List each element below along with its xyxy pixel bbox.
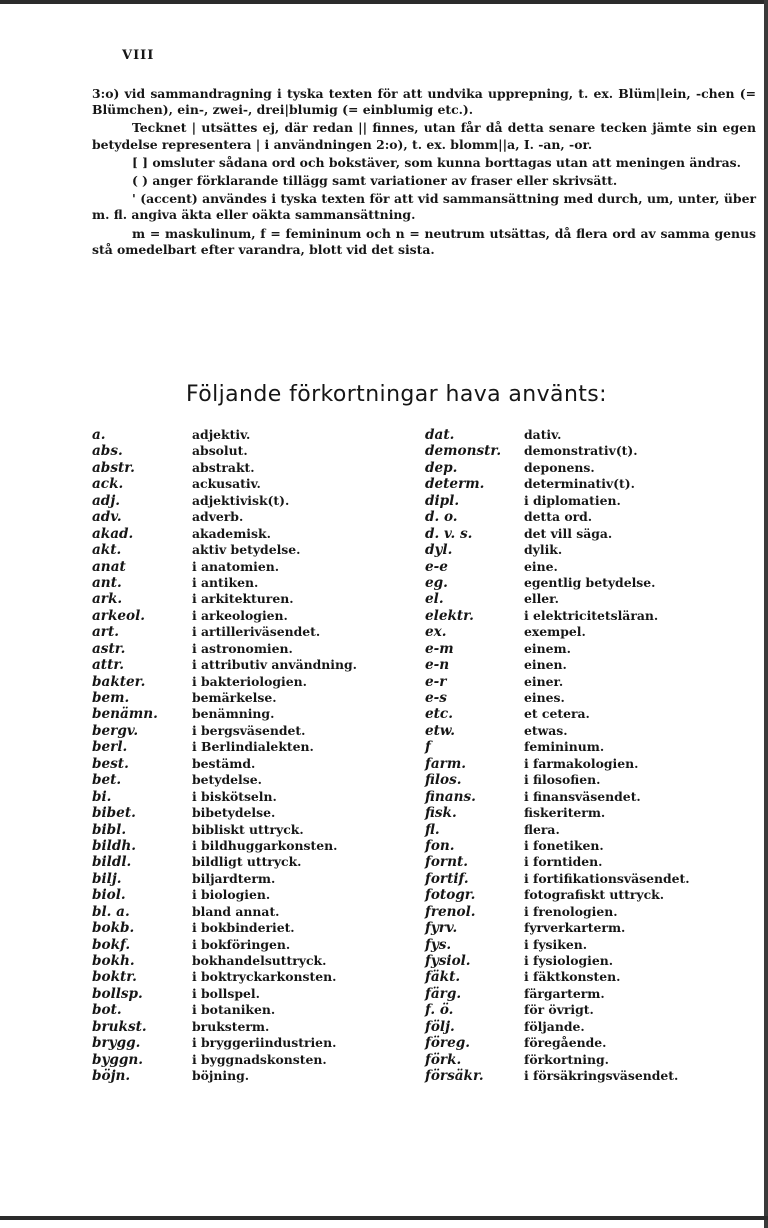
abbreviation-term: etw.	[425, 722, 455, 739]
abbreviation-meaning: fyrverkarterm.	[524, 920, 626, 936]
abbreviation-meaning: i bildhuggarkonsten.	[192, 837, 338, 853]
definition-column-left	[192, 427, 442, 1085]
abbreviation-meaning: dativ.	[524, 427, 562, 442]
abbreviation-term: bollsp.	[92, 985, 143, 1002]
abbreviation-term: fon.	[425, 837, 455, 854]
abbreviation-term: e-m	[425, 640, 454, 657]
abbreviation-meaning: betydelse.	[192, 772, 262, 788]
abbreviation-meaning: i arkeologien.	[192, 607, 288, 623]
abbreviation-meaning: i fonetiken.	[524, 837, 604, 853]
abbreviation-term: dat.	[425, 427, 455, 443]
abbreviation-meaning: deponens.	[524, 459, 595, 475]
abbreviation-term: attr.	[92, 657, 125, 674]
abbreviation-meaning: i biskötseln.	[192, 788, 277, 804]
abbreviation-meaning: einen.	[524, 657, 567, 673]
abbreviation-meaning: eller.	[524, 591, 559, 607]
abbreviation-meaning: i bakteriologien.	[192, 673, 307, 689]
abbreviation-meaning: i boktryckarkonsten.	[192, 969, 337, 985]
abbreviation-term: a.	[92, 427, 106, 443]
abbreviation-term: adv.	[92, 509, 122, 526]
abbreviation-term: best.	[92, 755, 129, 772]
abbreviation-meaning: för övrigt.	[524, 1002, 594, 1018]
abbreviation-meaning: egentlig betydelse.	[524, 574, 656, 590]
abbreviation-meaning: i elektricitetsläran.	[524, 607, 659, 623]
abbreviation-meaning: benämning.	[192, 706, 275, 722]
abbreviation-meaning: i attributiv användning.	[192, 657, 357, 673]
abbreviation-meaning: etwas.	[524, 722, 568, 738]
abbreviation-meaning: ackusativ.	[192, 476, 261, 492]
intro-paragraph-2: Tecknet | utsättes ej, där redan || finnes, utan får då detta senare tecken jämte sin egen betydelse representera | i användningen 2:o), t. ex. blomm||a, I. -an, -or.	[92, 120, 756, 152]
abbreviation-meaning: exempel.	[524, 624, 586, 640]
abbreviation-term: e-r	[425, 673, 447, 690]
abbreviation-meaning: adverb.	[192, 509, 244, 525]
abbreviation-term: eg.	[425, 574, 448, 591]
abbreviation-term: farm.	[425, 755, 466, 772]
abbreviation-meaning: akademisk.	[192, 525, 271, 541]
abbreviation-meaning: färgarterm.	[524, 985, 605, 1001]
abbreviation-term: benämn.	[92, 706, 158, 723]
abbreviation-term: f	[425, 739, 431, 756]
abbreviation-meaning: i försäkringsväsendet.	[524, 1068, 679, 1084]
abbreviation-term: e-n	[425, 657, 450, 674]
abbreviation-term: boktr.	[92, 969, 137, 986]
abbreviation-meaning: i filosofien.	[524, 772, 601, 788]
abbreviation-meaning: föregående.	[524, 1035, 607, 1051]
abbreviation-term: anat	[92, 558, 126, 575]
abbreviation-meaning: demonstrativ(t).	[524, 443, 638, 459]
abbreviation-meaning: i bergsväsendet.	[192, 722, 306, 738]
abbreviation-meaning: följande.	[524, 1018, 585, 1034]
abbreviation-meaning: i antiken.	[192, 574, 259, 590]
abbreviation-meaning: i astronomien.	[192, 640, 293, 656]
abbreviation-meaning: i fäktkonsten.	[524, 969, 621, 985]
abbreviation-meaning: i frenologien.	[524, 903, 618, 919]
abbreviation-meaning: böjning.	[192, 1068, 250, 1084]
abbreviation-term: fotogr.	[425, 887, 476, 904]
abbreviation-term: bibet.	[92, 805, 136, 822]
abbreviation-meaning: bildligt uttryck.	[192, 854, 302, 870]
abbreviation-term: brygg.	[92, 1035, 141, 1052]
abbreviation-meaning: i Berlindialekten.	[192, 739, 314, 755]
abbreviation-term: arkeol.	[92, 607, 146, 624]
abbreviation-meaning: i fortifikationsväsendet.	[524, 870, 690, 886]
abbreviation-term: byggn.	[92, 1051, 144, 1068]
abbreviation-term: astr.	[92, 640, 126, 657]
abbreviation-meaning: fotografiskt uttryck.	[524, 887, 665, 903]
abbreviation-term: bl. a.	[92, 903, 130, 920]
abbreviation-term: bildh.	[92, 837, 136, 854]
abbreviation-term: bergv.	[92, 722, 139, 739]
abbreviation-term: adj.	[92, 492, 120, 509]
abbreviation-term: bi.	[92, 788, 112, 805]
abbreviation-meaning: bemärkelse.	[192, 690, 277, 705]
abbreviation-meaning: bland annat.	[192, 903, 280, 919]
abbreviation-term: etc.	[425, 706, 453, 723]
abbreviation-term: bem.	[92, 690, 130, 706]
abbreviation-meaning: determinativ(t).	[524, 476, 635, 492]
abbreviation-term: försäkr.	[425, 1068, 484, 1085]
abbreviation-term: fl.	[425, 821, 440, 838]
abbreviation-term: d. v. s.	[425, 525, 473, 542]
abbreviation-term: filos.	[425, 772, 462, 789]
abbreviation-term: el.	[425, 591, 444, 608]
abbreviation-term: demonstr.	[425, 443, 502, 460]
abbreviation-term: bilj.	[92, 870, 122, 887]
abbreviation-term: determ.	[425, 476, 485, 493]
abbreviation-term: f. ö.	[425, 1002, 454, 1019]
abbreviation-meaning: flera.	[524, 821, 560, 837]
abbreviation-term: färg.	[425, 985, 462, 1002]
abbreviation-term: ant.	[92, 574, 122, 591]
abbreviation-meaning: i fysiken.	[524, 936, 588, 952]
abbreviation-term: bokb.	[92, 920, 135, 937]
abbreviation-meaning: bruksterm.	[192, 1018, 270, 1034]
abbreviation-term: finans.	[425, 788, 476, 805]
abbreviation-term: bildl.	[92, 854, 132, 871]
abbreviation-meaning: einem.	[524, 640, 571, 656]
abbreviation-term: bakter.	[92, 673, 146, 690]
abbreviation-meaning: i byggnadskonsten.	[192, 1051, 327, 1067]
abbreviation-meaning: femininum.	[524, 739, 605, 755]
abbreviation-meaning: i farmakologien.	[524, 755, 639, 771]
abbreviation-term: följ.	[425, 1018, 455, 1035]
abbreviation-term: akt.	[92, 542, 122, 559]
abbreviation-meaning: i bryggeriindustrien.	[192, 1035, 337, 1051]
abbreviation-meaning: i bokbinderiet.	[192, 920, 295, 936]
abbreviation-term: fäkt.	[425, 969, 461, 986]
abbreviation-meaning: abstrakt.	[192, 459, 255, 475]
abbreviation-meaning: fiskeriterm.	[524, 805, 606, 821]
abbreviation-term: frenol.	[425, 903, 476, 920]
abbreviation-meaning: einer.	[524, 673, 564, 689]
abbreviation-term: fisk.	[425, 805, 457, 822]
abbreviation-meaning: i botaniken.	[192, 1002, 276, 1018]
abbreviation-meaning: bibetydelse.	[192, 805, 276, 821]
page-number: VIII	[122, 48, 155, 63]
abbreviation-term: föreg.	[425, 1035, 470, 1052]
intro-paragraph-4: ( ) anger förklarande tillägg samt variationer av fraser eller skrivsätt.	[132, 173, 618, 189]
abbreviation-meaning: bibliskt uttryck.	[192, 821, 304, 837]
abbreviation-term: ark.	[92, 591, 123, 608]
abbreviation-column-right	[425, 427, 535, 1085]
abbreviation-meaning: i bollspel.	[192, 985, 260, 1001]
abbreviation-term: akad.	[92, 525, 134, 542]
abbreviation-meaning: i bokföringen.	[192, 936, 291, 952]
abbreviation-term: fysiol.	[425, 953, 471, 969]
abbreviation-term: förk.	[425, 1051, 462, 1068]
abbreviation-term: dyl.	[425, 542, 453, 559]
abbreviation-term: art.	[92, 624, 119, 641]
abbreviation-meaning: i arkitekturen.	[192, 591, 294, 607]
abbreviation-meaning: i fysiologien.	[524, 953, 614, 968]
abbreviation-term: ex.	[425, 624, 447, 641]
intro-text	[92, 86, 756, 260]
abbreviation-meaning: aktiv betydelse.	[192, 542, 301, 558]
abbreviation-meaning: bokhandelsuttryck.	[192, 953, 327, 968]
abbreviation-meaning: adjektiv.	[192, 427, 251, 442]
abbreviation-term: e-e	[425, 558, 448, 575]
abbreviation-meaning: förkortning.	[524, 1051, 609, 1067]
abbreviation-term: ack.	[92, 476, 124, 493]
abbreviation-meaning: absolut.	[192, 443, 248, 459]
abbreviation-term: biol.	[92, 887, 126, 904]
abbreviation-term: e-s	[425, 690, 447, 706]
intro-paragraph-1: 3:o) vid sammandragning i tyska texten för att undvika upprepning, t. ex. Blüm|lein, -chen (= Blümchen), ein-, zwei-, drei|blumig (= einblumig etc.).	[92, 86, 756, 118]
abbreviation-term: böjn.	[92, 1068, 131, 1085]
abbreviation-meaning: i artilleriväsendet.	[192, 624, 321, 640]
intro-paragraph-3: [ ] omsluter sådana ord och bokstäver, som kunna borttagas utan att meningen ändras.	[132, 154, 741, 170]
abbreviation-term: fys.	[425, 936, 452, 953]
abbreviation-term: bet.	[92, 772, 122, 789]
intro-paragraph-5: ' (accent) användes i tyska texten för att vid sammansättning med durch, um, unter, über m. fl. angiva äkta eller oäkta sammansättning.	[92, 191, 756, 223]
abbreviation-meaning: eine.	[524, 558, 558, 574]
abbreviation-meaning: biljardterm.	[192, 870, 276, 886]
abbreviation-meaning: i finansväsendet.	[524, 788, 641, 804]
abbreviation-term: dipl.	[425, 492, 460, 509]
abbreviation-term: bibl.	[92, 821, 127, 838]
abbreviation-meaning: i forntiden.	[524, 854, 603, 870]
abbreviation-term: bokh.	[92, 953, 135, 969]
abbreviation-column-left	[92, 427, 202, 1085]
abbreviation-term: abs.	[92, 443, 123, 460]
abbreviation-meaning: i diplomatien.	[524, 492, 621, 508]
intro-paragraph-6: m = maskulinum, f = femininum och n = neutrum utsättas, då flera ord av samma genus stå omedelbart efter varandra, blott vid det sista.	[92, 225, 756, 257]
abbreviation-term: dep.	[425, 459, 458, 476]
abbreviation-term: fornt.	[425, 854, 468, 871]
abbreviations-heading: Följande förkortningar hava använts:	[186, 382, 607, 407]
abbreviation-term: fortif.	[425, 870, 469, 887]
abbreviation-term: berl.	[92, 739, 128, 756]
abbreviation-meaning: dylik.	[524, 542, 563, 558]
abbreviation-term: elektr.	[425, 607, 474, 624]
abbreviation-term: bokf.	[92, 936, 131, 953]
abbreviation-meaning: i biologien.	[192, 887, 271, 903]
abbreviation-meaning: bestämd.	[192, 755, 256, 771]
abbreviation-term: fyrv.	[425, 920, 458, 937]
abbreviation-meaning: detta ord.	[524, 509, 593, 525]
abbreviation-term: d. o.	[425, 509, 458, 526]
scan-edge-top	[0, 0, 768, 4]
abbreviation-meaning: eines.	[524, 690, 565, 705]
abbreviation-meaning: adjektivisk(t).	[192, 492, 290, 508]
abbreviation-meaning: det vill säga.	[524, 525, 613, 541]
abbreviation-term: brukst.	[92, 1018, 147, 1035]
abbreviation-meaning: et cetera.	[524, 706, 590, 722]
scan-edge-bottom	[0, 1216, 768, 1220]
abbreviation-meaning: i anatomien.	[192, 558, 280, 574]
definition-column-right	[524, 427, 768, 1085]
abbreviation-term: bot.	[92, 1002, 122, 1019]
abbreviation-term: abstr.	[92, 459, 135, 476]
